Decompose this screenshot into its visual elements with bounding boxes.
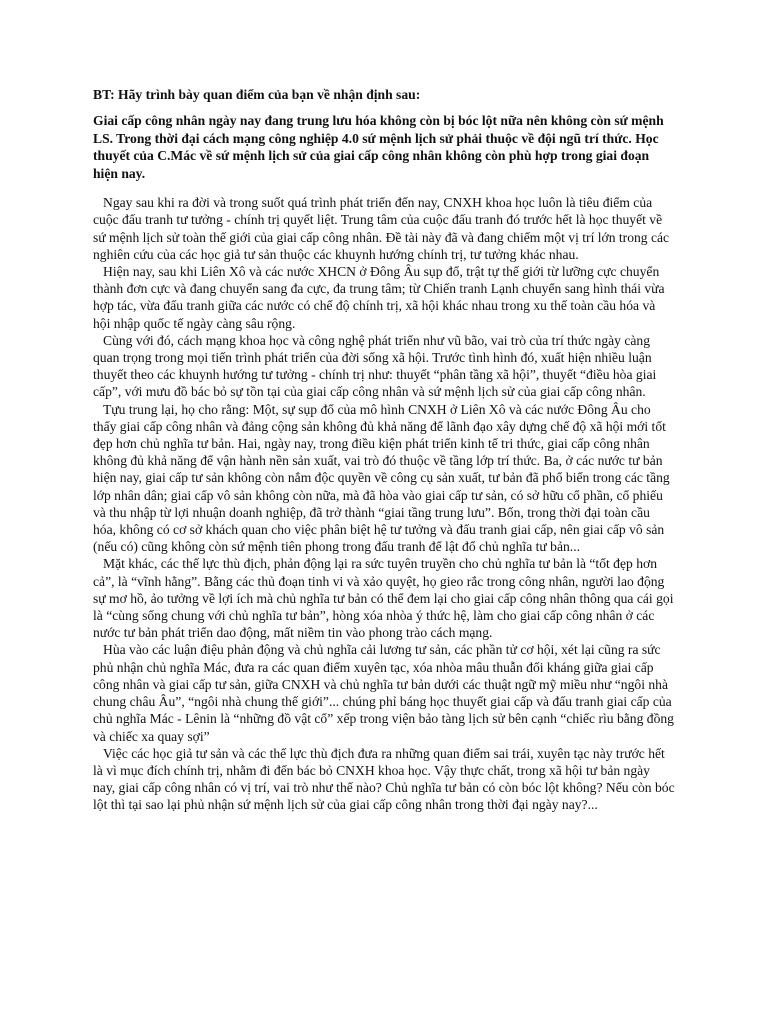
assignment-heading: BT: Hãy trình bày quan điểm của bạn về nhận định sau: [93, 87, 421, 102]
paragraph-6: Hùa vào các luận điệu phản động và chủ nghĩa cải lương tư sản, các phần tử cơ hội, xét lại cũng ra sức phủ nhận chủ nghĩa Mác, đưa ra các quan điểm xuyên tạc, xóa nhòa mâu thuẫn đối kháng giữa giai cấp công nhân và giai cấp tư sản, giữa CNXH và chủ nghĩa tư bản dưới các thuật ngữ mỹ miều như “ngôi nhà chung châu Âu”, “ngôi nhà chung thế giới”... chúng phỉ báng học thuyết giai cấp và đấu tranh giai cấp của chủ nghĩa Mác - Lênin là “những đồ vật cổ” xếp trong viện bảo tàng lịch sử bên cạnh “chiếc rìu bằng đồng và chiếc xa quay sợi” [93, 642, 674, 744]
document-page [93, 86, 675, 814]
paragraph-2: Hiện nay, sau khi Liên Xô và các nước XHCN ở Đông Âu sụp đổ, trật tự thế giới từ lưỡng cực chuyển thành đơn cực và đang chuyển sang đa cực, đa trung tâm; từ Chiến tranh Lạnh chuyển sang hình thái vừa hợp tác, vừa đấu tranh giữa các nước có chế độ chính trị, xã hội khác nhau trong xu thế toàn cầu hóa và hội nhập quốc tế ngày càng sâu rộng. [93, 264, 665, 331]
paragraph-5: Mặt khác, các thế lực thù địch, phản động lại ra sức tuyên truyền cho chủ nghĩa tư bản là “tốt đẹp hơn cả”, là “vĩnh hằng”. Bằng các thủ đoạn tinh vi và xảo quyệt, họ gieo rắc trong công nhân, người lao động sự mơ hồ, ảo tưởng về lợi ích mà chủ nghĩa tư bản có thể đem lại cho giai cấp công nhân thông qua cái gọi là “cùng sống chung với chủ nghĩa tư bản”, hòng xóa nhòa ý thức hệ, làm cho giai cấp công nhân ở các nước tư bản phát triển dao động, mất niềm tin vào phong trào cách mạng. [93, 556, 674, 641]
paragraph-4: Tựu trung lại, họ cho rằng: Một, sự sụp đổ của mô hình CNXH ở Liên Xô và các nước Đông Âu cho thấy giai cấp công nhân và đảng cộng sản không đủ khả năng để lãnh đạo xây dựng chế độ xã hội mới tốt đẹp hơn chủ nghĩa tư bản. Hai, ngày nay, trong điều kiện phát triển kinh tế tri thức, giai cấp công nhân không đủ khả năng để vận hành nền sản xuất, vai trò đó thuộc về tầng lớp trí thức. Ba, ở các nước tư bản hiện nay, giai cấp tư sản không còn nắm độc quyền về công cụ sản xuất, tư bản đã phổ biến trong các tầng lớp nhân dân; giai cấp vô sản không còn nữa, mà đã hòa vào giai cấp tư sản, có sở hữu cổ phần, cổ phiếu và thu nhập từ lợi nhuận doanh nghiệp, đã trở thành “giai tầng trung lưu”. Bốn, trong thời đại toàn cầu hóa, không có cơ sở khách quan cho việc phân biệt hệ tư tưởng và đấu tranh giai cấp, nên giai cấp vô sản (nếu có) cũng không còn sứ mệnh tiên phong trong đấu tranh để lật đổ chủ nghĩa tư bản... [93, 401, 670, 555]
paragraph-7: Việc các học giả tư sản và các thế lực thù địch đưa ra những quan điểm sai trái, xuyên tạc này trước hết là vì mục đích chính trị, nhằm đi đến bác bỏ CNXH khoa học. Vậy thực chất, trong xã hội tư bản ngày nay, giai cấp công nhân có vị trí, vai trò như thế nào? Chủ nghĩa tư bản có còn bóc lột không? Nếu còn bóc lột thì tại sao lại phủ nhận sứ mệnh lịch sử của giai cấp công nhân trong thời đại ngày nay?... [93, 745, 675, 813]
essay-body [93, 194, 675, 813]
paragraph-3: Cùng với đó, cách mạng khoa học và công nghệ phát triển như vũ bão, vai trò của trí thức ngày càng quan trọng trong mọi tiến trình phát triển của đời sống xã hội. Trước tình hình đó, xuất hiện nhiều luận thuyết theo các khuynh hướng tư tưởng - chính trị như: thuyết “phân tầng xã hội”, thuyết “điều hòa giai cấp”, với mưu đồ bác bỏ sự tồn tại của giai cấp công nhân và sứ mệnh lịch sử của giai cấp công nhân. [93, 332, 657, 400]
paragraph-1: Ngay sau khi ra đời và trong suốt quá trình phát triển đến nay, CNXH khoa học luôn là tiêu điểm của cuộc đấu tranh tư tưởng - chính trị quyết liệt. Trung tâm của cuộc đấu tranh đó trước hết là học thuyết về sứ mệnh lịch sử toàn thế giới của giai cấp công nhân. Đề tài này đã và đang chiếm một vị trí lớn trong các nghiên cứu của các học giả tư sản thuộc các khuynh hướng chính trị, tư tưởng khác nhau. [93, 195, 670, 262]
assignment-prompt: Giai cấp công nhân ngày nay đang trung lưu hóa không còn bị bóc lột nữa nên không còn sứ mệnh LS. Trong thời đại cách mạng công nghiệp 4.0 sứ mệnh lịch sử phải thuộc về đội ngũ trí thức. Học thuyết của C.Mác về sứ mệnh lịch sử của giai cấp công nhân không còn phù hợp trong giai đoạn hiện nay. [93, 113, 664, 181]
